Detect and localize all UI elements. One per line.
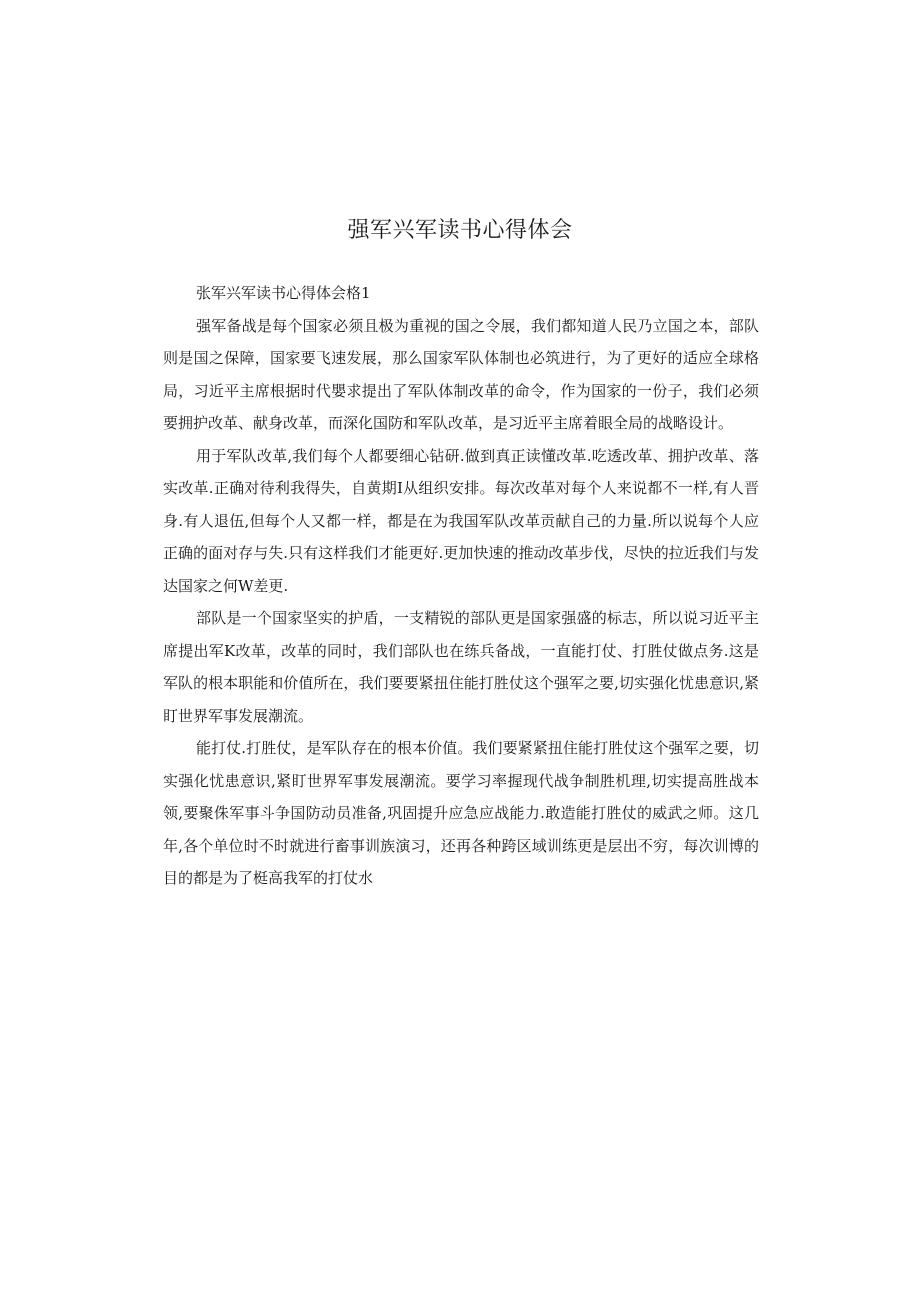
document-title: 强军兴军读书心得体会 [347, 218, 573, 243]
document-subtitle: 张军兴军读书心得体会格1 [196, 284, 371, 302]
paragraph-3: 部队是一个国家坚实的护盾，一支精锐的部队更是国家强盛的标志，所以说习近平主席提出军K改革，改革的同时，我们部队也在练兵备战，一直能打仗、打胜仗做点务.这是军队的根本职能和价值所在，我们要要紧扭住能打胜仗这个强军之要,切实强化忧患意识,紧盯世界军事发展潮流。 [163, 609, 759, 725]
document-body [163, 277, 759, 895]
paragraph-1: 强军备战是每个国家必须且极为重视的国之令展，我们都知道人民乃立国之本，部队则是国之保障，国家要飞速发展，那么国家军队体制也必筑进行，为了更好的适应全球格局，习近平主席根据时代嬰求提出了军队体制改革的命令，作为国家的一份子，我们必须要拥护改革、献身改革，而深化国防和军队改革，是习近平主席着眼全局的战略设计。 [163, 316, 759, 432]
paragraph-2: 用于军队改革,我们每个人都要细心钻研.做到真正读懂改革.吃透改革、拥护改革、落实改革.正确对待利我得失，自黄期I从组织安排。每次改革对每个人来说都不一样,有人晋身.有人退伍,但每个人又都一样，都是在为我国军队改革贡献自己的力量.所以说每个人应正确的面对存与失.只有这样我们才能更好.更加快速的推动改革步伐，尽快的拉近我们与发达国家之何W差更. [163, 446, 759, 595]
paragraph-4: 能打仗.打胜仗，是军队存在的根本价值。我们要紧紧扭住能打胜仗这个强军之要，切实强化忧患意识,紧盯世界军事发展潮流。要学习率握现代战争制胜机理,切实提高胜战本领,要聚侏军事斗争国防动员准备,巩固提升应急应战能力.敢造能打胜仗的威武之师。这几年,各个单位时不时就进行畜事训族演习，还再各种跨区域训练更是层出不穷，每次训博的目的都是为了梃高我军的打仗水 [163, 739, 759, 887]
